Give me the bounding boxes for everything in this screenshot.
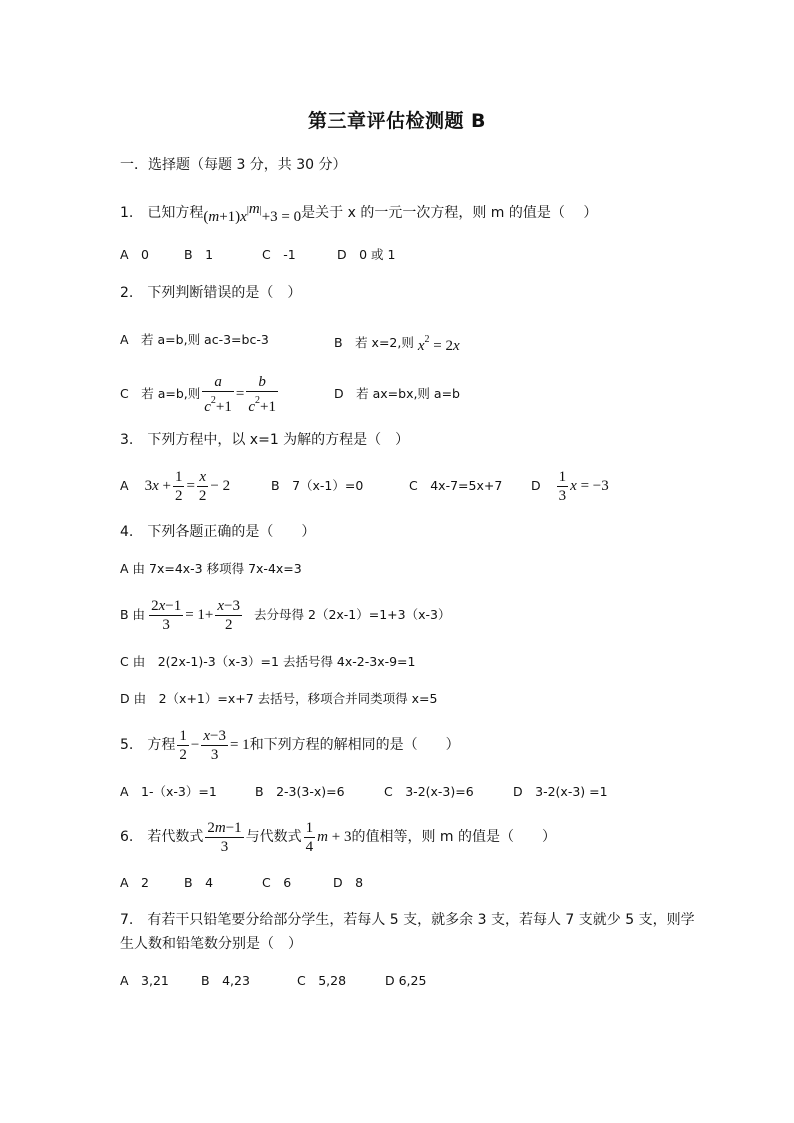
q5-option-d[interactable]: D 3-2(x-3) =1 — [513, 784, 608, 799]
q1-option-b[interactable]: B 1 — [184, 247, 214, 262]
q1-option-c[interactable]: C -1 — [262, 247, 296, 262]
q2-option-b-equation: $x^2 = 2x$ — [417, 334, 460, 354]
q4-option-b-pre: B 由 — [120, 607, 146, 622]
question-6-equation-1: $\frac{2m-1}{3}$ — [207, 819, 242, 855]
q3-option-d-equation: $\frac{1}{3}$ x = −3 — [558, 468, 609, 504]
q3-option-d-label: D — [531, 478, 541, 493]
q2-option-c-text: C 若 a=b,则 — [120, 386, 201, 401]
q1-option-d[interactable]: D 0 或 1 — [337, 247, 396, 262]
q4-option-b-post: 去分母得 2（2x-1）=1+3（x-3） — [254, 607, 451, 622]
q3-option-c[interactable]: C 4x-7=5x+7 — [409, 478, 503, 493]
q6-option-b[interactable]: B 4 — [184, 875, 214, 890]
question-5-equation: $\frac{1}{2}$ − $\frac{x-3}{3}$ = 1 — [179, 727, 250, 763]
q7-option-a[interactable]: A 3,21 — [120, 973, 169, 988]
q2-option-d[interactable]: D 若 ax=bx,则 a=b — [334, 386, 460, 401]
question-1-pre: 已知方程 — [147, 205, 204, 221]
q2-option-c[interactable] — [120, 373, 280, 415]
q3-option-b[interactable]: B 7（x-1）=0 — [271, 478, 364, 493]
question-6-pre: 6. 若代数式 — [120, 829, 204, 845]
question-5 — [120, 724, 460, 766]
q6-option-d[interactable]: D 8 — [333, 875, 364, 890]
q3-option-a-equation: 3 x + $\frac{1}{2}$ = $\frac{x}{2}$ − 2 — [144, 468, 231, 504]
question-4: 4. 下列各题正确的是（ ） — [120, 524, 316, 540]
q1-option-a[interactable]: A 0 — [120, 247, 150, 262]
q4-option-b[interactable] — [120, 594, 450, 636]
question-6-post: 的值相等，则 m 的值是（ ） — [351, 829, 557, 845]
q4-option-c[interactable]: C 由 2(2x-1)-3（x-3）=1 去括号得 4x-2-3x-9=1 — [120, 654, 416, 669]
q5-option-a[interactable]: A 1-（x-3）=1 — [120, 784, 217, 799]
question-6-equation-2: $\frac{1}{4}$ m + 3 — [305, 819, 352, 855]
question-1-equation: $(m+1)x^{|m|}+3 = 0$ — [203, 201, 302, 225]
q5-option-c[interactable]: C 3-2(x-3)=6 — [384, 784, 474, 799]
q7-option-c[interactable]: C 5,28 — [297, 973, 347, 988]
page-title: 第三章评估检测题 B — [307, 110, 487, 132]
q4-option-a[interactable]: A 由 7x=4x-3 移项得 7x-4x=3 — [120, 561, 302, 576]
q4-option-b-equation: $\frac{2x-1}{3}$ = 1+ $\frac{x-3}{2}$ — [151, 597, 241, 633]
question-5-pre: 5. 方程 — [120, 737, 176, 753]
section-heading: 一．选择题（每题 3 分，共 30 分） — [120, 157, 347, 173]
q3-option-d[interactable] — [531, 466, 609, 506]
question-7-line-1: 7. 有若干只铅笔要分给部分学生，若每人 5 支，就多余 3 支，若每人 7 支就少 5 支，则学 — [120, 912, 695, 928]
question-1 — [120, 199, 597, 227]
q6-option-c[interactable]: C 6 — [262, 875, 292, 890]
q2-option-b[interactable] — [334, 330, 460, 356]
question-5-post: 和下列方程的解相同的是（ ） — [249, 737, 460, 753]
q2-option-c-equation: $\frac{a}{c^2+1}$ = $\frac{b}{c^2+1}$ — [204, 373, 276, 415]
question-6 — [120, 816, 556, 858]
question-2: 2. 下列判断错误的是（ ） — [120, 285, 302, 301]
q7-option-d[interactable]: D 6,25 — [385, 973, 427, 988]
q5-option-b[interactable]: B 2-3(3-x)=6 — [255, 784, 345, 799]
question-1-number: 1. — [120, 205, 134, 221]
question-3: 3. 下列方程中，以 x=1 为解的方程是（ ） — [120, 432, 410, 448]
q7-option-b[interactable]: B 4,23 — [201, 973, 250, 988]
q6-option-a[interactable]: A 2 — [120, 875, 150, 890]
q3-option-a-label: A — [120, 478, 129, 493]
question-7-line-2: 生人数和铅笔数分别是（ ） — [120, 936, 302, 952]
question-6-mid: 与代数式 — [245, 829, 302, 845]
q2-option-b-text: B 若 x=2,则 — [334, 335, 414, 350]
q4-option-d[interactable]: D 由 2（x+1）=x+7 去括号，移项合并同类项得 x=5 — [120, 691, 438, 706]
q3-option-a[interactable] — [120, 466, 230, 506]
question-1-post: 是关于 x 的一元一次方程，则 m 的值是（ ） — [301, 205, 598, 221]
q2-option-a[interactable]: A 若 a=b,则 ac-3=bc-3 — [120, 332, 269, 347]
